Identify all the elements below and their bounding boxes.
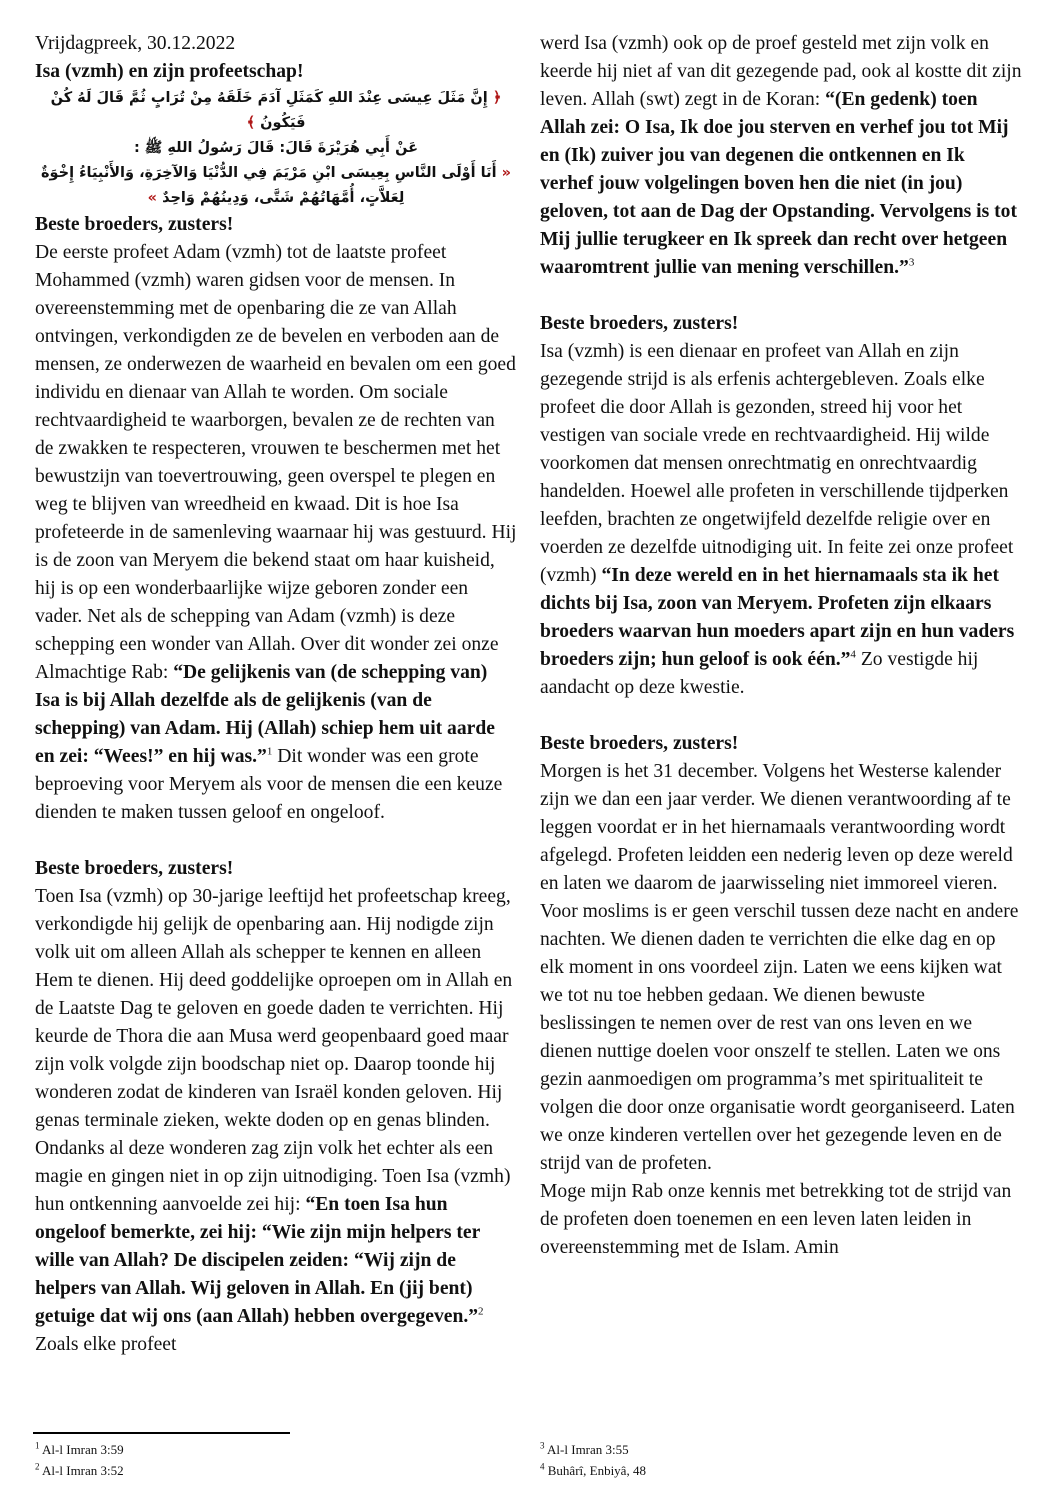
- quoted-text: “En toen Isa hun ongeloof bemerkte, zei hij: “Wie zijn mijn helpers ter wille van Allah? De discipelen zeiden: “Wij zijn de helpers van Allah. Wij geloven in Allah. En (jij bent) getuige dat wij ons (aan Allah) hebben overgegeven.”: [35, 1194, 480, 1327]
- section-heading: Beste broeders, zusters!: [35, 214, 234, 235]
- text-run: Dit wonder was een grote beproeving voor Meryem als voor de mensen die een keuze dienden te maken tussen geloof en ongeloof.: [35, 746, 503, 823]
- paragraph: [35, 239, 517, 827]
- text-run: Isa (vzmh) is een dienaar en profeet van Allah en zijn gezegende strijd is als erfenis achtergebleven. Zoals elke profeet die door Allah is gezonden, streed hij voor het vestigen van sociale vrede en rechtvaardigheid. Hij wilde voorkomen dat mensen onrechtmatig en onrechtvaardig handelden. Hoewel alle profeten in verschillende tijdperken leefden, brachten ze ongetwijfeld dezelfde religie over en voerden ze dezelfde uitnodiging uit. In feite zei onze profeet (vzmh): [540, 341, 1014, 586]
- arabic-hadith: [35, 161, 517, 211]
- footnote-number: 3: [540, 1440, 545, 1451]
- hadith-close-quote: »: [147, 190, 158, 206]
- quoted-text: “(En gedenk) toen Allah zei: O Isa, Ik doe jou sterven en verhef jou tot Mij en (Ik) zuiver jou van degenen die ontkennen en Ik verhef jouw volgelingen boven hen die niet (in jou) geloven, tot aan de Dag der Opstanding. Vervolgens is tot Mij jullie terugkeer en Ik spreek dan recht over hetgeen waaromtrent jullie van mening verschillen.”: [540, 89, 1017, 278]
- footnote-text: Al-l Imran 3:55: [547, 1442, 629, 1457]
- footnote-ref: 3: [908, 256, 915, 269]
- text-run: Toen Isa (vzmh) op 30-jarige leeftijd het profeetschap kreeg, verkondigde hij gelijk de openbaring aan. Hij nodigde zijn volk uit om alleen Allah als schepper te kennen en alleen Hem te dienen. Hij deed goddelijke oproepen om in Allah en de Laatste Dag te geloven en goede daden te verrichten. Hij keurde de Thora die aan Musa werd geopenbaard goed maar zijn volk volgde zijn boodschap niet op. Daarop toonde hij wonderen zodat de kinderen van Israël konden geloven. Hij genas terminale zieken, wekte doden op en genas blinden. Ondanks al deze wonderen zag zijn volk het echter als een magie en gingen niet in op zijn uitnodiging. Toen Isa (vzmh) hun ontkenning aanvoelde zei hij:: [35, 886, 513, 1215]
- text-run: Zoals elke profeet: [35, 1334, 177, 1355]
- hadith-intro: عَنْ أَبِي هُرَيْرَةَ قَالَ: قَالَ رَسُولُ اللهِ ﷺ :: [133, 140, 419, 156]
- footnote-number: 2: [35, 1461, 40, 1472]
- footnote-3: [540, 1440, 629, 1459]
- footnote-2: [35, 1461, 124, 1480]
- paragraph: [540, 338, 1022, 702]
- text-run: Moge mijn Rab onze kennis met betrekking tot de strijd van de profeten doen toenemen en een leven laten leiden in overeenstemming met de Islam. Amin: [540, 1181, 1012, 1258]
- section-heading: Beste broeders, zusters!: [540, 313, 739, 334]
- paragraph: [35, 883, 517, 1359]
- footnote-divider: [33, 1432, 290, 1434]
- footnote-text: Buhârî, Enbiyâ, 48: [547, 1463, 646, 1478]
- paragraph: [540, 30, 1022, 282]
- verse-close-bracket: ﴾: [246, 115, 256, 131]
- right-column: [540, 30, 1022, 1262]
- footnote-text: Al-l Imran 3:59: [42, 1442, 124, 1457]
- paragraph: [540, 1178, 1022, 1262]
- quoted-text: “In deze wereld en in het hiernamaals sta ik het dichts bij Isa, zoon van Meryem. Profeten zijn elkaars broeders waarvan hun moeders apart zijn en hun vaders broeders zijn; hun geloof is ook één.”: [540, 565, 1015, 670]
- footnote-ref: 2: [478, 1305, 484, 1318]
- arabic-verse: [35, 86, 517, 136]
- paragraph-gap: [540, 702, 1022, 730]
- footnote-number: 4: [540, 1461, 545, 1472]
- footnote-text: Al-l Imran 3:52: [42, 1463, 124, 1478]
- footnote-4: [540, 1461, 646, 1480]
- left-body: [35, 211, 517, 1359]
- footnote-number: 1: [35, 1440, 40, 1451]
- section-heading: Beste broeders, zusters!: [540, 733, 739, 754]
- right-body: [540, 30, 1022, 1262]
- hadith-text: أَنَا أَوْلَى النَّاسِ بِعِيسَى ابْنِ مَرْيَمَ فِي الدُّنْيَا وَالآخِرَةِ، وَالأَنْبِيَاءُ إِخْوَةٌ لِعَلاَّتٍ، أُمَّهَاتُهُمْ شَتَّى، وَدِينُهُمْ وَاحِدٌ: [41, 165, 497, 206]
- hadith-open-quote: «: [501, 165, 511, 181]
- footnote-ref: 4: [850, 648, 856, 661]
- verse-text: إِنَّ مَثَلَ عِيسَى عِنْدَ اللهِ كَمَثَلِ آدَمَ خَلَقَهُ مِنْ تُرَابٍ ثُمَّ قَالَ لَهُ كُنْ فَيَكُونُ: [50, 90, 488, 131]
- text-run: Morgen is het 31 december. Volgens het Westerse kalender zijn we dan een jaar verder. We dienen verantwoording af te leggen voordat er in het hiernamaals verantwoording wordt afgelegd. Profeten leidden een nederig leven op deze wereld en laten we daarom de jaarwisseling niet immoreel vieren. Voor moslims is er geen verschil tussen deze nacht en andere nachten. We dienen daden te verrichten die elke dag en op elk moment in ons voordeel zijn. Laten we eens kijken wat we tot nu toe hebben gedaan. We dienen bewuste beslissingen te nemen over de rest van ons leven en we dienen nuttige doelen voor onszelf te stellen. Laten we ons gezin aanmoedigen om programma’s met spiritualiteit te volgen die door onze organisatie wordt georganiseerd. Laten we onze kinderen vertellen over het gezegende leven en de strijd van de profeten.: [540, 761, 1019, 1174]
- text-run: Zo vestigde hij aandacht op deze kwestie.: [540, 649, 979, 698]
- section-heading: Beste broeders, zusters!: [35, 858, 234, 879]
- text-run: De eerste profeet Adam (vzmh) tot de laatste profeet Mohammed (vzmh) waren gidsen voor de mensen. In overeenstemming met de openbaring die ze van Allah ontvingen, verkondigden ze de bevelen en verboden aan de mensen, ze onderwezen de waarheid en bevalen om een goed individu en dienaar van Allah te worden. Om sociale rechtvaardigheid te waarborgen, bevalen ze de rechten van de zwakken te respecteren, vrouwen te beschermen met het bewustzijn van toevertrouwing, geen overspel te plegen en weg te blijven van wreedheid en kwaad. Dit is hoe Isa profeteerde in de samenleving waarnaar hij was gestuurd. Hij is de zoon van Meryem die bekend staat om haar kuisheid, hij is op een wonderbaarlijke wijze geboren zonder een vader. Net als de schepping van Adam (vzmh) is deze schepping een wonder van Allah. Over dit wonder zei onze Almachtige Rab:: [35, 242, 517, 683]
- quoted-text: “De gelijkenis van (de schepping van) Isa is bij Allah dezelfde als de gelijkenis (van de schepping) van Adam. Hij (Allah) schiep hem uit aarde en zei: “Wees!” en hij was.”: [35, 662, 495, 767]
- footnote-1: [35, 1440, 124, 1459]
- paragraph-gap: [35, 827, 517, 855]
- footnote-ref: 1: [266, 745, 273, 758]
- verse-open-bracket: ﴿: [492, 90, 502, 106]
- paragraph-gap: [540, 282, 1022, 310]
- text-run: werd Isa (vzmh) ook op de proef gesteld met zijn volk en keerde hij niet af van dit gezegende pad, ook al kostte dit zijn leven. Allah (swt) zegt in de Koran:: [540, 33, 1022, 110]
- paragraph: [540, 758, 1022, 1178]
- document-title: Vrijdagpreek, 30.12.2022: [35, 33, 236, 54]
- left-column: [35, 30, 517, 1359]
- sermon-title: Isa (vzmh) en zijn profeetschap!: [35, 61, 304, 82]
